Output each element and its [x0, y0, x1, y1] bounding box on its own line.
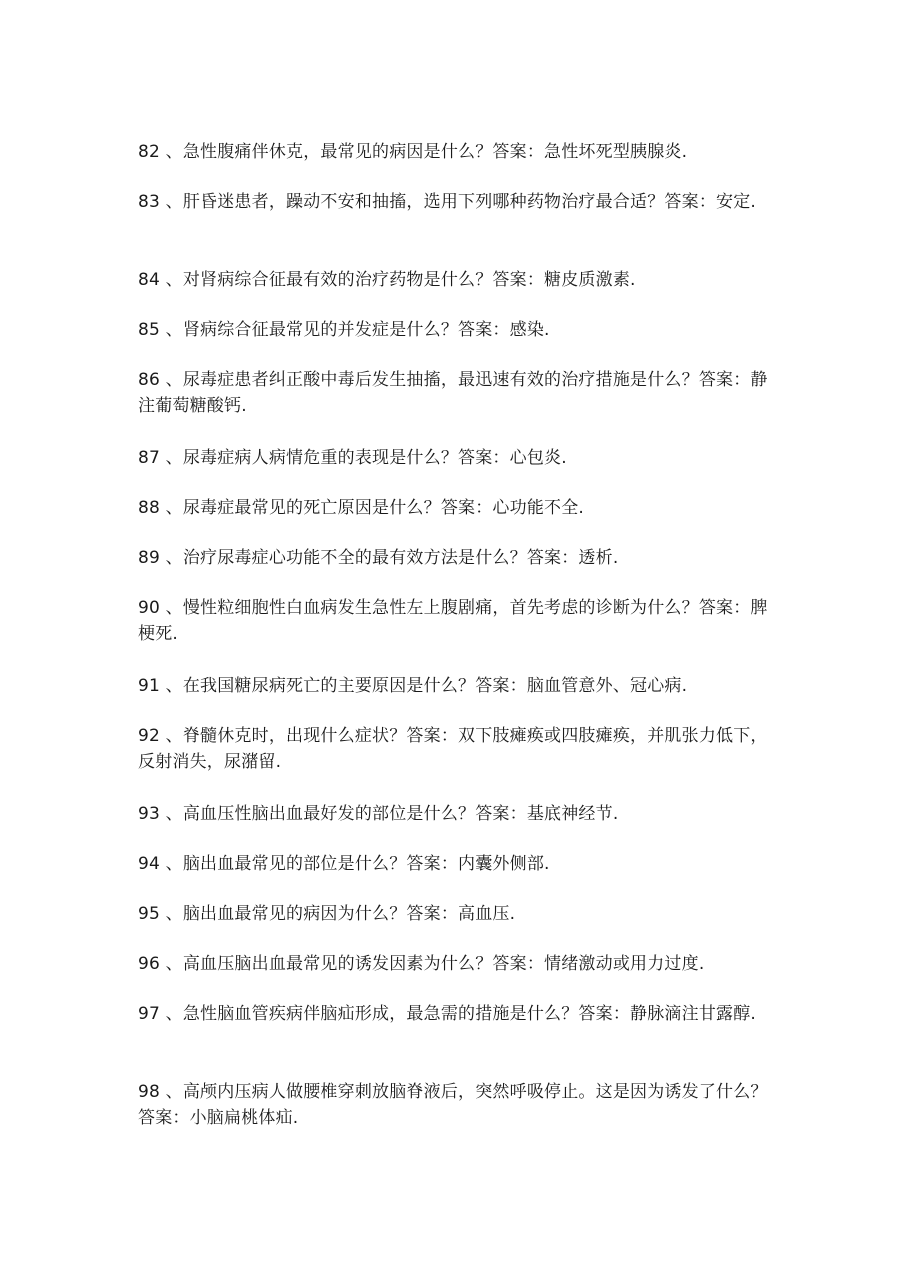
qa-item-91: 91 、在我国糖尿病死亡的主要原因是什么？答案：脑血管意外、冠心病. [138, 676, 688, 696]
qa-item-95: 95 、脑出血最常见的病因为什么？答案：高血压. [138, 904, 516, 924]
qa-item-84: 84 、对肾病综合征最有效的治疗药物是什么？答案：糖皮质激素. [138, 270, 636, 290]
qa-item-92: 92 、脊髓休克时，出现什么症状？答案：双下肢瘫痪或四肢瘫痪，并肌张力低下，反射消失，尿潴留. [138, 726, 768, 772]
qa-item-96: 96 、高血压脑出血最常见的诱发因素为什么？答案：情绪激动或用力过度. [138, 954, 705, 974]
qa-item-82: 82 、急性腹痛伴休克，最常见的病因是什么？答案：急性坏死型胰腺炎. [138, 142, 688, 162]
qa-item-86: 86 、尿毒症患者纠正酸中毒后发生抽搐，最迅速有效的治疗措施是什么？答案：静注葡萄糖酸钙. [138, 370, 768, 416]
qa-item-89: 89 、治疗尿毒症心功能不全的最有效方法是什么？答案：透析. [138, 548, 619, 568]
qa-item-83: 83 、肝昏迷患者，躁动不安和抽搐，选用下列哪种药物治疗最合适？答案：安定. [138, 192, 757, 212]
qa-item-85: 85 、肾病综合征最常见的并发症是什么？答案：感染. [138, 320, 550, 340]
qa-item-97: 97 、急性脑血管疾病伴脑疝形成，最急需的措施是什么？答案：静脉滴注甘露醇. [138, 1004, 757, 1024]
qa-item-93: 93 、高血压性脑出血最好发的部位是什么？答案：基底神经节. [138, 804, 619, 824]
qa-item-94: 94 、脑出血最常见的部位是什么？答案：内囊外侧部. [138, 854, 550, 874]
qa-item-87: 87 、尿毒症病人病情危重的表现是什么？答案：心包炎. [138, 448, 567, 468]
qa-item-88: 88 、尿毒症最常见的死亡原因是什么？答案：心功能不全. [138, 498, 585, 518]
qa-item-90: 90 、慢性粒细胞性白血病发生急性左上腹剧痛，首先考虑的诊断为什么？答案：脾梗死. [138, 598, 768, 644]
qa-item-98: 98 、高颅内压病人做腰椎穿刺放脑脊液后，突然呼吸停止。这是因为诱发了什么？答案：小脑扁桃体疝. [138, 1082, 768, 1128]
